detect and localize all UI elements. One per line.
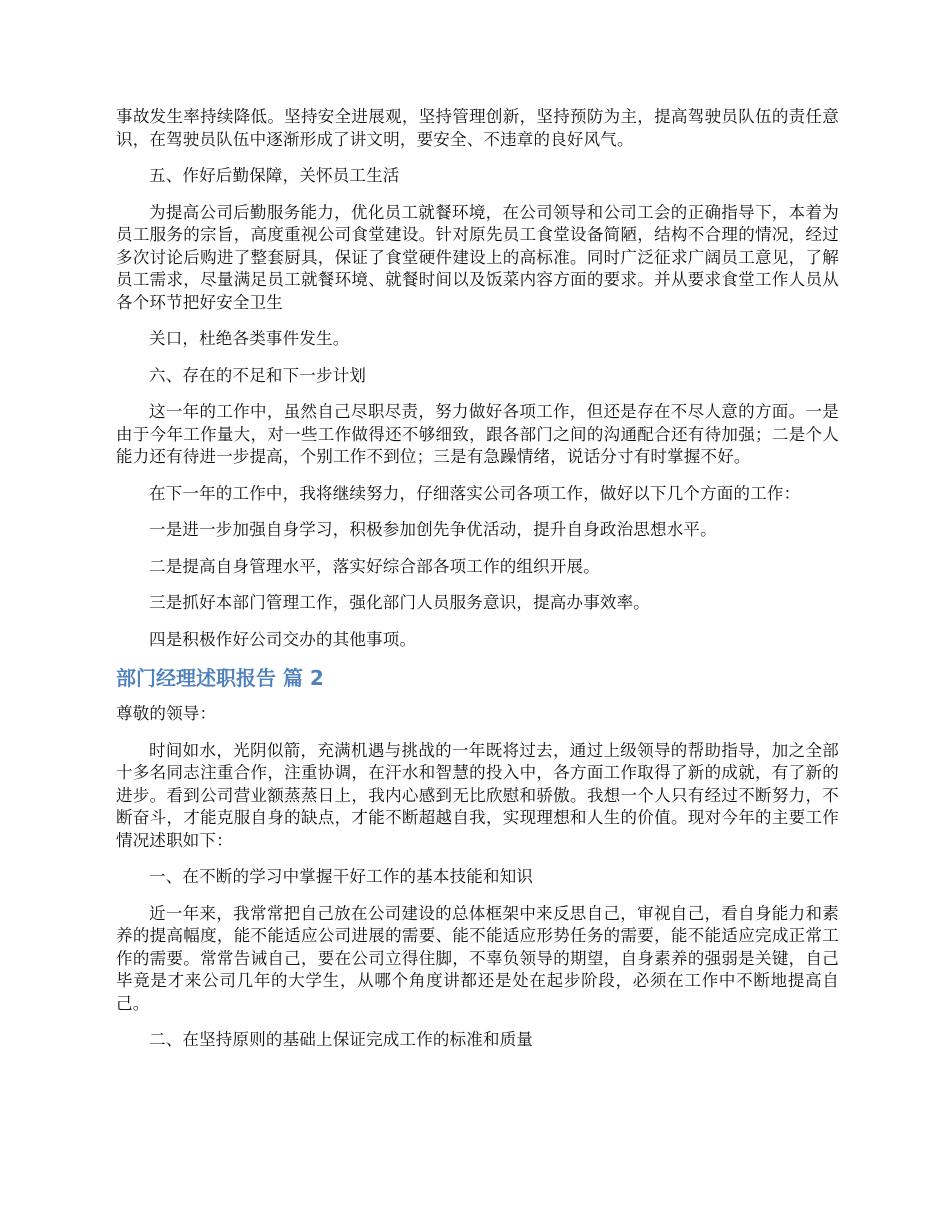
paragraph: 这一年的工作中，虽然自己尽职尽责，努力做好各项工作，但还是存在不尽人意的方面。一是由于今年工作量大，对一些工作做得还不够细致，跟各部门之间的沟通配合还有待加强；二是个人能力还有待进一步提高，个别工作不到位；三是有急躁情绪，说话分寸有时掌握不好。 <box>116 402 839 466</box>
list-item: 四是积极作好公司交办的其他事项。 <box>149 629 417 649</box>
section-subheading: 五、作好后勤保障，关怀员工生活 <box>149 166 400 185</box>
list-item: 三是抓好本部门管理工作，强化部门人员服务意识，提高办事效率。 <box>149 593 650 612</box>
section-subheading: 一、在不断的学习中掌握干好工作的基本技能和知识 <box>149 867 534 886</box>
paragraph: 近一年来，我常常把自己放在公司建设的总体框架中来反思自己，审视自己，看自身能力和素养的提高幅度，能不能适应公司进展的需要、能不能适应形势任务的需要，能不能适应完成正常工作的需要。常常告诫自己，要在公司立得住脚，不辜负领导的期望，自身素养的强弱是关键，自己毕竟是才来公司几年的大学生，从哪个角度讲都还是处在起步阶段，必须在工作中不断地提高自己。 <box>116 903 839 1013</box>
section-subheading: 二、在坚持原则的基础上保证完成工作的标准和质量 <box>149 1030 534 1049</box>
salutation: 尊敬的领导： <box>116 704 217 723</box>
section-subheading: 六、存在的不足和下一步计划 <box>149 365 367 385</box>
document-page <box>116 106 839 1066</box>
paragraph: 在下一年的工作中，我将继续努力，仔细落实公司各项工作，做好以下几个方面的工作： <box>149 483 801 503</box>
paragraph: 时间如水，光阴似箭，充满机遇与挑战的一年既将过去，通过上级领导的帮助指导，加之全部十多名同志注重合作，注重协调，在汗水和智慧的投入中，各方面工作取得了新的成就，有了新的进步。看到公司营业额蒸蒸日上，我内心感到无比欣慰和骄傲。我想一个人只有经过不断努力，不断奋斗，才能克服自身的缺点，才能不断超越自我，实现理想和人生的价值。现对今年的主要工作情况述职如下： <box>116 740 839 850</box>
paragraph: 事故发生率持续降低。坚持安全进展观，坚持管理创新，坚持预防为主，提高驾驶员队伍的责任意识，在驾驶员队伍中逐渐形成了讲文明，要安全、不违章的良好风气。 <box>116 107 839 149</box>
list-item: 二是提高自身管理水平，落实好综合部各项工作的组织开展。 <box>149 556 600 576</box>
list-item: 一是进一步加强自身学习，积极参加创先争优活动，提升自身政治思想水平。 <box>149 520 717 539</box>
paragraph: 关口，杜绝各类事件发生。 <box>149 329 350 348</box>
paragraph: 为提高公司后勤服务能力，优化员工就餐环境，在公司领导和公司工会的正确指导下，本着为员工服务的宗旨，高度重视公司食堂建设。针对原先员工食堂设备简陋，结构不合理的情况，经过多次讨论后购进了整套厨具，保证了食堂硬件建设上的高标准。同时广泛征求广阔员工意见，了解员工需求，尽量满足员工就餐环境、就餐时间以及饭菜内容方面的要求。并从要求食堂工作人员从各个环节把好安全卫生 <box>116 202 839 312</box>
section-heading: 部门经理述职报告 篇 2 <box>116 666 324 690</box>
